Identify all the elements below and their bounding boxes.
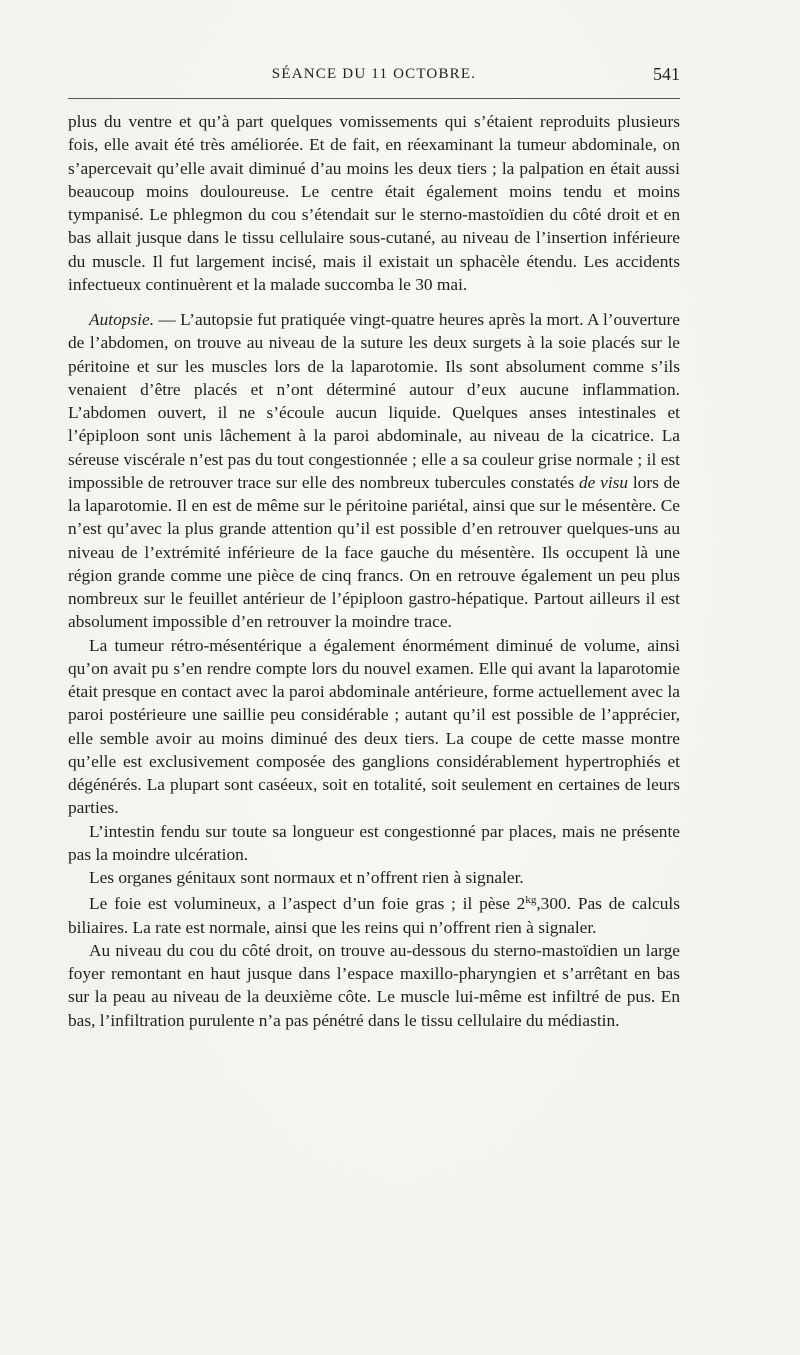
autopsy-text-part-2: lors de la laparotomie. Il en est de même sur le péritoine pariétal, ainsi que sur le mésentère. Ce n’est qu’avec la plus grande attention qu’il est possible d’en retrouver quelques-uns au niveau de l’extrémité inférieure de la face gauche du mésentère. Ils occupent là une région grande comme une pièce de cinq francs. On en retrouve également un peu plus nombreux sur le feuillet antérieur de l’épiploon gastro-hépatique. Partout ailleurs il est absolument impossible d’en retrouver la moindre trace. bbox=[68, 472, 680, 632]
paragraph-neck: Au niveau du cou du côté droit, on trouve au-dessous du sterno-mastoïdien un large foyer remontant en haut jusque dans l’espace maxillo-pharyngien et s’arrêtant en bas sur la peau au niveau de la deuxième côte. Le muscle lui-même est infiltré de pus. En bas, l’infiltration purulente n’a pas pénétré dans le tissu cellulaire du médiastin. bbox=[68, 940, 680, 1030]
liver-text-before: Le foie est volumineux, a l’aspect d’un foie gras ; il pèse 2 bbox=[89, 894, 526, 914]
paragraph-genital-organs: Les organes génitaux sont normaux et n’offrent rien à signaler. bbox=[89, 868, 524, 887]
weight-unit-superscript: kg bbox=[525, 894, 537, 907]
paragraph-intestine: L’intestin fendu sur toute sa longueur est congestionné par places, mais ne présente pas la moindre ulcération. bbox=[68, 821, 680, 864]
body-text bbox=[68, 110, 680, 1032]
page-number: 541 bbox=[653, 64, 680, 84]
autopsy-label: Autopsie. bbox=[89, 310, 155, 329]
autopsy-italic-phrase: de visu bbox=[578, 472, 629, 492]
paragraph-retro-mesenteric-tumor: La tumeur rétro-mésentérique a également énormément diminué de volume, ainsi qu’on avait pu s’en rendre compte lors du nouvel examen. Elle qui avant la laparotomie était presque en contact avec la paroi abdominale antérieure, forme actuellement avec la paroi postérieure une saillie peu considérable ; autant qu’il est possible de l’apprécier, elle semble avoir au moins diminué des deux tiers. La coupe de cette masse montre qu’elle est exclusivement composée des ganglions considérablement hypertrophiés et dégénérés. La plupart sont caséeux, soit en totalité, soit seulement en certaines de leurs parties. bbox=[68, 635, 680, 818]
running-head: SÉANCE DU 11 OCTOBRE. bbox=[271, 66, 477, 82]
paragraph-clinical-course: plus du ventre et qu’à part quelques vomissements qui s’étaient reproduits plusieurs fois, elle avait été très améliorée. Et de fait, en réexaminant la tumeur abdominale, on s’apercevait qu’elle avait diminué d’au moins les deux tiers ; la palpation en était aussi beaucoup moins douloureuse. Le centre était également moins tendu et moins tympanisé. Le phlegmon du cou s’étendait sur le sterno-mastoïdien du côté droit et en bas allait jusque dans le tissu cellulaire sous-cutané, au niveau de l’insertion inférieure du muscle. Il fut largement incisé, mais il existait un sphacèle étendu. Les accidents infectueux continuèrent et la malade succomba le 30 mai. bbox=[68, 112, 680, 294]
page-header bbox=[68, 64, 680, 99]
autopsy-text-part-1: — L’autopsie fut pratiquée vingt-quatre heures après la mort. A l’ouverture de l’abdomen, on trouve au niveau de la suture les deux surgets à la soie placés sur le péritoine et sur les muscles lors de la laparotomie. Ils sont absolument comme s’ils venaient d’être placés et n’ont déterminé autour d’eux aucune inflammation. L’abdomen ouvert, il ne s’écoule aucun liquide. Quelques anses intestinales et l’épiploon sont unis lâchement à la paroi abdominale, au niveau de la cicatrice. La séreuse viscérale n’est pas du tout congestionnée ; elle a sa couleur grise normale ; il est impossible de retrouver trace sur elle des nombreux tubercules constatés bbox=[68, 310, 680, 492]
paragraph-liver bbox=[68, 889, 680, 939]
paragraph-autopsy bbox=[68, 308, 680, 634]
liver-text-after: ,300. Pas de calculs biliaires. La rate est normale, ainsi que les reins qui n’offrent rien à signaler. bbox=[68, 894, 680, 937]
